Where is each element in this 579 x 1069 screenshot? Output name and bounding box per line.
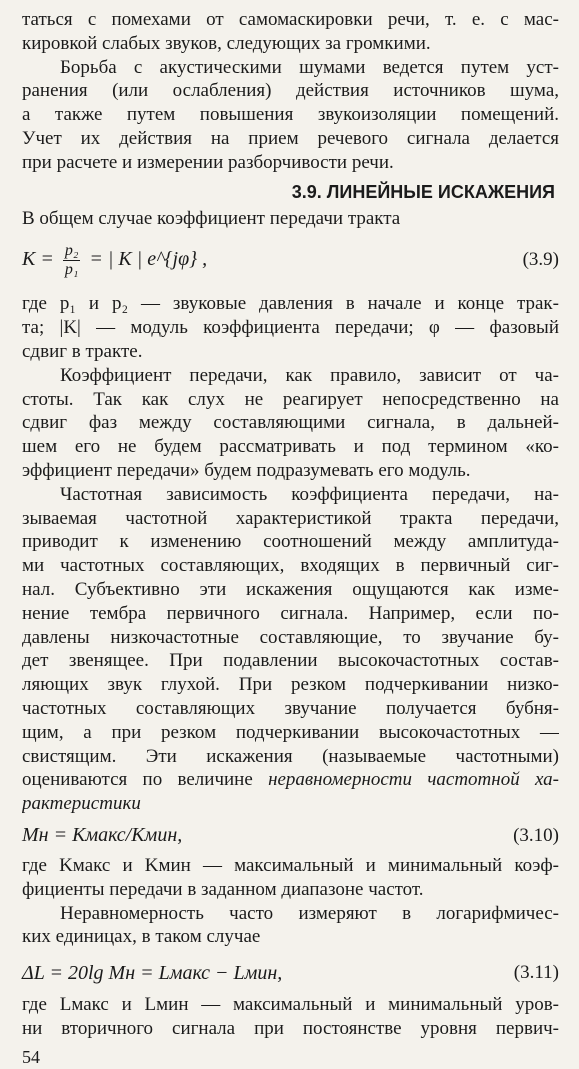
paragraph-5	[22, 483, 559, 816]
plain-text: оцениваются по величине	[22, 769, 253, 791]
text-line: кировкой слабых звуков, следующих за громкими.	[22, 32, 431, 54]
text-line: нал. Субъективно эти искажения ощущаются как изме-	[22, 578, 559, 600]
page-number: 54	[22, 1046, 40, 1067]
fraction-denominator: p₁	[64, 260, 79, 278]
text-line: давлены низкочастотные составляющие, то звучание бу-	[22, 626, 559, 648]
formula-3-9	[22, 232, 559, 288]
text-line: ких единицах, в таком случае	[22, 926, 261, 948]
paragraph-6	[22, 854, 559, 902]
text-line: щим, а при резком подчеркивании высокочастотных —	[22, 721, 559, 743]
section-heading: 3.9. ЛИНЕЙНЫЕ ИСКАЖЕНИЯ	[291, 181, 555, 202]
text-line: та; |K| — модуль коэффициента передачи; φ — фазовый	[22, 317, 559, 339]
formula-number: (3.10)	[513, 824, 559, 846]
text-line: зываемая частотной характеристикой тракта передачи,	[22, 507, 559, 529]
text-line: где Lмакс и Lмин — максимальный и минимальный уров-	[22, 994, 559, 1016]
text-line: а также путем повышения звукоизоляции помещений.	[22, 104, 559, 126]
formula-number: (3.11)	[513, 962, 559, 984]
fraction	[63, 242, 81, 279]
text-line: ранения (или ослабления) действия источников шума,	[22, 80, 559, 102]
text-line: ми частотных составляющих, входящих в первичный сиг-	[22, 555, 559, 577]
emphasized-term-continued: рактеристики	[22, 793, 141, 815]
paragraph-3	[22, 292, 559, 363]
text-line: Борьба с акустическими шумами ведется путем уст-	[60, 56, 559, 78]
text-line: дет звенящее. При подавлении высокочастотных состав-	[22, 650, 559, 672]
paragraph-1	[22, 8, 559, 56]
text-line: свистящим. Эти искажения (называемые частотными)	[22, 745, 559, 767]
formula-rhs: = | K | e^{jφ} ,	[89, 247, 208, 270]
text-line: Частотная зависимость коэффициента передачи, на-	[60, 483, 559, 505]
text-line: эффициент передачи» будем подразумевать его модуль.	[22, 459, 471, 481]
text-line: нение тембра первичного сигнала. Например, если по-	[22, 602, 559, 624]
text-line: фициенты передачи в заданном диапазоне частот.	[22, 878, 424, 900]
text-line: Неравномерность часто измеряют в логарифмичес-	[60, 902, 559, 924]
text-line: стоты. Так как слух не реагирует непосредственно на	[22, 388, 559, 410]
paragraph-8	[22, 993, 559, 1041]
text-line: частотных составляющих звучание получается бубня-	[22, 697, 559, 719]
fraction-numerator: p₂	[64, 241, 79, 259]
paragraph-2	[22, 56, 559, 175]
formula-3-10	[22, 818, 559, 854]
formula-expression	[22, 242, 207, 279]
emphasized-term: неравномерности частотной ха-	[268, 769, 559, 791]
intro-line: В общем случае коэффициент передачи тракта	[22, 207, 401, 229]
text-line-mixed	[22, 768, 559, 792]
text-line: при расчете и измерении разборчивости речи.	[22, 151, 394, 173]
formula-expression: ΔL = 20lg Mн = Lмакс − Lмин,	[22, 961, 283, 984]
text-line: ни вторичного сигнала при постоянстве уровня первич-	[22, 1017, 559, 1039]
formula-lhs: K =	[22, 247, 54, 270]
formula-3-11	[22, 953, 559, 993]
text-line: сдвиг фаз между составляющими сигнала, в дальней-	[22, 412, 559, 434]
text-line: таться с помехами от самомаскировки речи, т. е. с мас-	[22, 9, 559, 30]
paragraph-4	[22, 364, 559, 483]
formula-number: (3.9)	[522, 249, 559, 271]
text-line: шем его не будем рассматривать и под термином «ко-	[22, 436, 559, 458]
paragraph-7	[22, 902, 559, 950]
formula-expression: Mн = Kмакс/Kмин,	[22, 824, 183, 847]
text-line: ляющих звук глухой. При резком подчеркивании низко-	[22, 674, 559, 696]
text-line: сдвиг в тракте.	[22, 340, 143, 362]
text-line: приводит к изменению соотношений между амплитуда-	[22, 531, 559, 553]
text-line: где p₁ и p₂ — звуковые давления в начале и конце трак-	[22, 293, 559, 315]
text-line: Коэффициент передачи, как правило, зависит от ча-	[60, 364, 559, 386]
text-line: Учет их действия на прием речевого сигнала делается	[22, 127, 559, 149]
text-line: где Kмакс и Kмин — максимальный и минимальный коэф-	[22, 854, 559, 876]
